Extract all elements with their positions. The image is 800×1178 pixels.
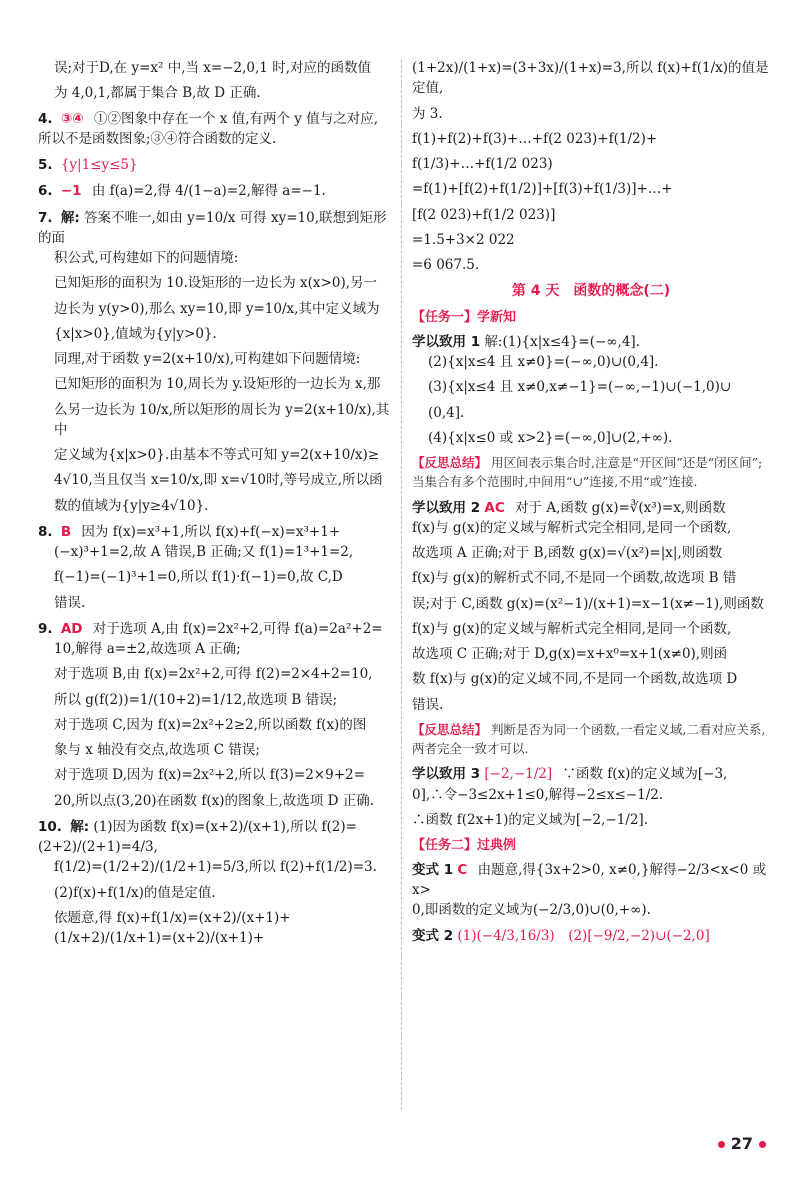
right-column (412, 58, 770, 953)
answer-key: (1)(−4/3,16/3) (2)[−9/2,−2)∪(−2,0] (457, 928, 710, 945)
solution-line: (1+2x)/(1+x)=(3+3x)/(1+x)=3,所以 f(x)+f(1/x)的值是定值, (412, 60, 769, 97)
column-divider (401, 60, 402, 1110)
solution-line: 边长为 y(y>0),那么 xy=10,即 y=10/x,其中定义域为 (54, 300, 380, 317)
solution-line: 同理,对于函数 y=2(x+10/x),可构建如下问题情境: (54, 351, 361, 367)
solution-line: (3){x|x≤4 且 x≠0,x≠−1}=(−∞,−1)∪(−1,0)∪ (428, 379, 732, 396)
question-number: 8. (38, 523, 53, 540)
solution-line: 对于选项 D,因为 f(x)=2x²+2,所以 f(3)=2×9+2= (54, 767, 365, 784)
solution-line: 已知矩形的面积为 10,周长为 y.设矩形的一边长为 x,那 (54, 376, 381, 393)
solution-line: 对于选项 B,由 f(x)=2x²+2,可得 f(2)=2×4+2=10, (54, 666, 373, 683)
solution-line: 对于 A,函数 g(x)=∛(x³)=x,则函数 (515, 499, 726, 516)
solution-line: 积公式,可构建如下的问题情境: (54, 250, 239, 266)
solution-line: f(x)与 g(x)的定义域与解析式完全相同,是同一个函数, (412, 620, 732, 637)
apply-1 (412, 332, 770, 448)
solution-line: (4){x|x≤0 或 x>2}=(−∞,0]∪(2,+∞). (428, 429, 673, 446)
solution-line: 20,所以点(3,20)在函数 f(x)的图象上,故选项 D 正确. (54, 792, 374, 809)
page-number-text: 27 (730, 1134, 753, 1153)
reflect-tag: 【反思总结】 (412, 455, 488, 470)
solution-line: f(1)+f(2)+f(3)+…+f(2 023)+f(1/2)+ (412, 130, 658, 147)
answer-text: 由 f(a)=2,得 4/(1−a)=2,解得 a=−1. (91, 183, 326, 200)
variant-label: 变式 1 (412, 861, 454, 878)
solution-line: =1.5+3×2 022 (412, 231, 515, 248)
left-column (38, 58, 390, 954)
dot-icon (718, 1141, 725, 1148)
answer-6 (38, 181, 390, 201)
solution-line: 10,解得 a=±2,故选项 A 正确; (54, 641, 241, 657)
solution-line: 4√10,当且仅当 x=10/x,即 x=√10时,等号成立,所以函 (54, 472, 383, 489)
solution-line: 对于选项 C,因为 f(x)=2x²+2≥2,所以函数 f(x)的图 (54, 716, 367, 733)
solution-line: 故选项 A 正确;对于 B,函数 g(x)=√(x²)=|x|,则函数 (412, 545, 723, 561)
answer-4 (38, 109, 390, 150)
apply-2 (412, 498, 770, 715)
solution-label: 解: (70, 818, 90, 835)
intro-line: 为 4,0,1,都属于集合 B,故 D 正确. (54, 85, 261, 102)
intro-line: 误;对于D,在 y=x² 中,当 x=−2,0,1 时,对应的函数值 (54, 60, 371, 76)
reflect-text: 判断是否为同一个函数,一看定义域,二看对应关系,两者完全一致才可以. (412, 721, 766, 756)
answer-5 (38, 155, 390, 175)
solution-line: ∵函数 f(x)的定义域为[−3, (562, 766, 728, 783)
reflect-tag: 【反思总结】 (412, 721, 488, 737)
solution-line: 0,即函数的定义域为(−2/3,0)∪(0,+∞). (412, 902, 651, 918)
solution-line: f(1/3)+…+f(1/2 023) (412, 156, 553, 172)
answer-key: [−2,−1/2] (484, 766, 553, 783)
solution-line: =6 067.5. (412, 257, 480, 273)
apply-3 (412, 764, 770, 830)
solution-line: 定义域为{x|x>0}.由基本不等式可知 y=2(x+10/x)≥ (54, 447, 380, 463)
solution-line: =f(1)+[f(2)+f(1/2)]+[f(3)+f(1/3)]+…+ (412, 181, 673, 198)
solution-line: 所以 g(f(2))=1/(10+2)=1/12,故选项 B 错误; (54, 691, 338, 708)
solution-line: f(1/2)=(1/2+2)/(1/2+1)=5/3,所以 f(2)+f(1/2)=3. (54, 859, 377, 876)
solution-line: f(−1)=(−1)³+1=0,所以 f(1)·f(−1)=0,故 C,D (54, 569, 343, 586)
variant-1 (412, 860, 770, 921)
solution-line: (−x)³+1=2,故 A 错误,B 正确;又 f(1)=1³+1=2, (54, 544, 354, 560)
answer-text: 所以不是函数图象;③④符合函数的定义. (38, 130, 277, 147)
apply-label: 学以致用 1 (412, 333, 481, 350)
solution-line: 故选项 C 正确;对于 D,g(x)=x+x⁰=x+1(x≠0),则函 (412, 646, 728, 662)
answer-key: C (457, 861, 468, 878)
answer-key: AC (484, 499, 505, 516)
solution-line: 错误. (412, 696, 444, 713)
solution-line: 答案不唯一,如由 y=10/x 可得 xy=10,联想到矩形的面 (38, 209, 387, 246)
solution-line: 数的值域为{y|y≥4√10}. (54, 497, 209, 514)
solution-line: (2)f(x)+f(1/x)的值是定值. (54, 884, 216, 901)
reflect-summary (412, 721, 770, 759)
solution-line: 象与 x 轴没有交点,故选项 C 错误; (54, 742, 260, 758)
solution-line: 对于选项 A,由 f(x)=2x²+2,可得 f(a)=2a²+2= (92, 620, 383, 637)
answer-10 (38, 817, 390, 949)
solution-line: 由题意,得{3x+2>0, x≠0,}解得−2/3<x<0 或 x> (412, 861, 767, 898)
solution-line: (0,4]. (428, 404, 465, 421)
answer-8 (38, 522, 390, 613)
dot-icon (759, 1141, 766, 1148)
solution-line: f(x)与 g(x)的解析式不同,不是同一个函数,故选项 B 错 (412, 570, 737, 587)
answer-key: {y|1≤y≤5} (60, 157, 138, 173)
reflect-summary (412, 454, 770, 492)
question-number: 7. (38, 209, 53, 226)
variant-label: 变式 2 (412, 928, 454, 945)
answer-text: ①②图象中存在一个 x 值,有两个 y 值与之对应, (94, 110, 378, 127)
reflect-text: 用区间表示集合时,注意是“开区间”还是“闭区间”;当集合有多个范围时,中间用“∪”连接,不用“或”连接. (412, 455, 763, 489)
question-number: 5. (38, 157, 53, 173)
solution-line: 已知矩形的面积为 10.设矩形的一边长为 x(x>0),另一 (54, 275, 378, 292)
solution-line: 因为 f(x)=x³+1,所以 f(x)+f(−x)=x³+1+ (81, 523, 341, 540)
question-number: 9. (38, 620, 53, 637)
solution-label: 解: (60, 209, 80, 226)
solution-line: 依题意,得 f(x)+f(1/x)=(x+2)/(x+1)+(1/x+2)/(1/x+1)=(x+2)/(x+1)+ (54, 909, 291, 946)
answer-key: B (60, 523, 72, 540)
solution-line: {x|x>0},值域为{y|y>0}. (54, 325, 217, 342)
page-number (712, 1132, 772, 1156)
solution-line: 么另一边长为 10/x,所以矩形的周长为 y=2(x+10/x),其中 (54, 401, 390, 438)
solution-line: 错误. (54, 594, 86, 611)
solution-line: [f(2 023)+f(1/2 023)] (412, 206, 556, 223)
solution-line: (2){x|x≤4 且 x≠0}=(−∞,0)∪(0,4]. (428, 354, 659, 370)
question-number: 4. (38, 110, 53, 127)
answer-9 (38, 619, 390, 811)
answer-key: −1 (60, 183, 82, 200)
apply-label: 学以致用 3 (412, 766, 481, 783)
task-tag: 【任务一】学新知 (412, 310, 517, 326)
solution-line: ∴函数 f(2x+1)的定义域为[−2,−1/2]. (412, 811, 648, 828)
solution-line: 解:(1){x|x≤4}=(−∞,4]. (484, 333, 640, 350)
solution-line: 0],∴令−3≤2x+1≤0,解得−2≤x≤−1/2. (412, 786, 664, 803)
apply-label: 学以致用 2 (412, 499, 481, 516)
variant-2 (412, 926, 770, 946)
solution-line: 数 f(x)与 g(x)的定义域不同,不是同一个函数,故选项 D (412, 671, 738, 688)
answer-7 (38, 208, 390, 516)
task-tag: 【任务二】过典例 (412, 838, 517, 853)
question-number: 10. (38, 818, 62, 835)
answer-key: ③④ (60, 110, 84, 127)
solution-line: (1)因为函数 f(x)=(x+2)/(x+1),所以 f(2)=(2+2)/(2+1)=4/3, (38, 818, 357, 855)
solution-line: f(x)与 g(x)的定义域与解析式完全相同,是同一个函数, (412, 519, 732, 536)
solution-line: 误;对于 C,函数 g(x)=(x²−1)/(x+1)=x−1(x≠−1),则函数 (412, 595, 764, 612)
answer-key: AD (60, 620, 83, 637)
solution-line: 为 3. (412, 105, 443, 122)
day-title: 第 4 天 函数的概念(二) (511, 283, 671, 300)
question-number: 6. (38, 183, 53, 200)
